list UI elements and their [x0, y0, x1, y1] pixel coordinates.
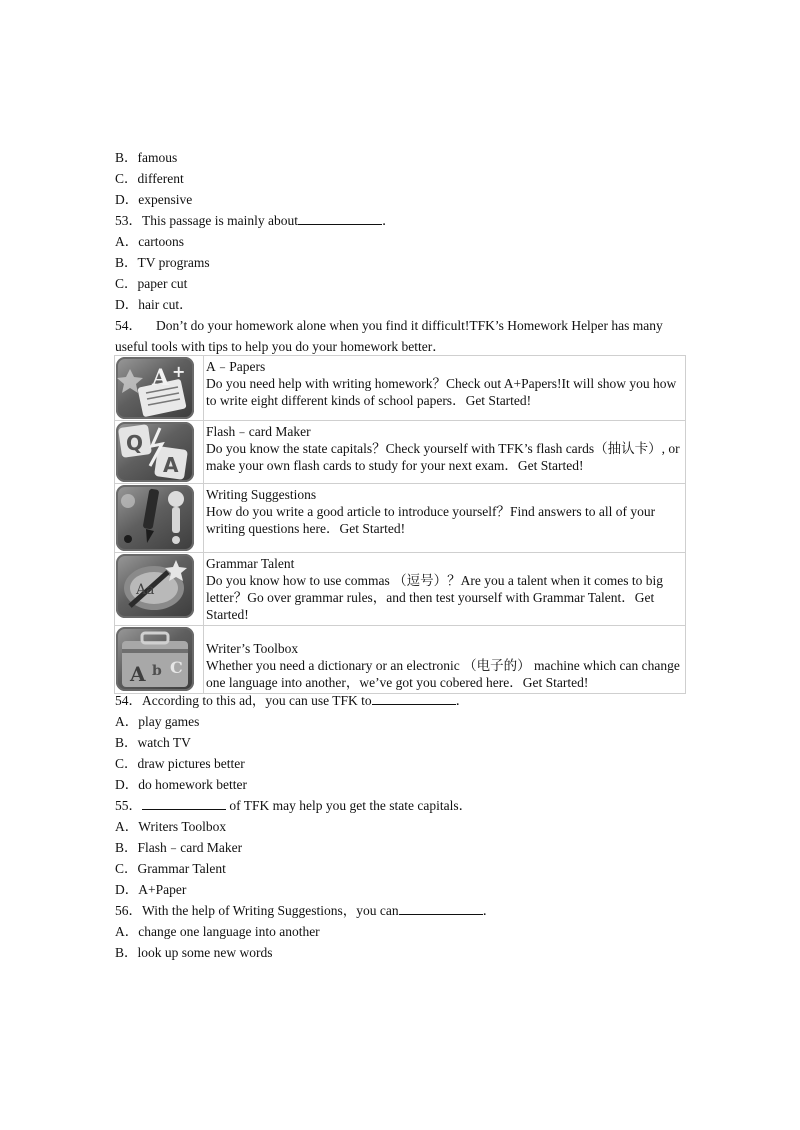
q55-option-d: D．A+Paper — [115, 882, 187, 897]
question-55-stem: 55． of TFK may help you get the state capitals． — [115, 795, 472, 816]
q55-option-c: C．Grammar Talent — [115, 861, 226, 876]
q56-option-b: B．look up some new words — [115, 945, 273, 960]
answer-blank — [298, 210, 382, 225]
tools-table — [114, 355, 686, 694]
q53-option-a: A．cartoons — [115, 234, 184, 249]
tool-row — [115, 553, 686, 626]
tool-row — [115, 356, 686, 421]
question-53-stem: 53．This passage is mainly about ． — [115, 210, 395, 231]
option-b-prev: B．famous — [115, 150, 178, 165]
tool-title: Writer’s Toolbox — [206, 641, 299, 656]
question-54-stem: 54．According to this ad，you can use TFK to ． — [115, 690, 469, 711]
q56-option-a: A．change one language into another — [115, 924, 320, 939]
tool-title: A﹣Papers — [206, 359, 266, 374]
option-c-prev: C．different — [115, 171, 184, 186]
tool-title: Writing Suggestions — [206, 487, 317, 502]
q54-option-c: C．draw pictures better — [115, 756, 245, 771]
q54-option-d: D．do homework better — [115, 777, 247, 792]
grammar-star-icon — [116, 554, 194, 618]
q55-option-b: B．Flash﹣card Maker — [115, 840, 243, 855]
question-56-stem: 56．With the help of Writing Suggestions，you can ． — [115, 900, 496, 921]
q54-option-b: B．watch TV — [115, 735, 191, 750]
svg-text:A: A — [130, 662, 146, 686]
answer-blank — [372, 690, 456, 705]
tool-row — [115, 484, 686, 553]
svg-text:Aa: Aa — [136, 582, 155, 598]
answer-blank — [399, 900, 483, 915]
q53-option-d: D．hair cut． — [115, 297, 193, 312]
svg-text:b: b — [152, 663, 162, 679]
tool-row — [115, 626, 686, 694]
q53-option-b: B．TV programs — [115, 255, 210, 270]
svg-text:Q: Q — [126, 431, 144, 455]
svg-text:A: A — [163, 453, 179, 477]
tool-description: How do you write a good article to introduce yourself？Find answers to all of your writing questions here．Get Started! — [206, 504, 656, 536]
q53-option-c: C．paper cut — [115, 276, 188, 291]
tool-description: Do you know how to use commas （逗号）？Are you a talent when it comes to big letter？Go over grammar rules，and then test yourself with Grammar Talent．Get Started! — [206, 573, 664, 622]
a-plus-papers-icon — [116, 357, 194, 419]
flash-card-qa-icon — [116, 422, 194, 482]
q54-option-a: A．play games — [115, 714, 200, 729]
toolbox-icon — [116, 627, 194, 691]
svg-text:C: C — [170, 658, 183, 677]
option-d-prev: D．expensive — [115, 192, 193, 207]
svg-text:A: A — [152, 365, 170, 391]
tool-description: Whether you need a dictionary or an electronic （电子的） machine which can change one language into another，we’ve got you cobered here．Get Started! — [206, 658, 680, 690]
tool-title: Flash﹣card Maker — [206, 424, 311, 439]
tool-description: Do you know the state capitals？Check yourself with TFK’s flash cards（抽认卡）, or make your own flash cards to study for your next exam．Get Started! — [206, 441, 680, 473]
answer-blank — [142, 795, 226, 810]
tool-description: Do you need help with writing homework？Check out A+Papers!It will show you how to write eight different kinds of school papers．Get Started! — [206, 376, 677, 408]
q55-option-a: A．Writers Toolbox — [115, 819, 227, 834]
passage-intro: 54． Don’t do your homework alone when you find it difficult!TFK’s Homework Helper has many useful tools with tips to help you do your homework better． — [115, 318, 663, 354]
tool-row — [115, 421, 686, 484]
svg-text:+: + — [172, 362, 186, 381]
pen-writing-icon — [116, 485, 194, 551]
tool-title: Grammar Talent — [206, 556, 295, 571]
